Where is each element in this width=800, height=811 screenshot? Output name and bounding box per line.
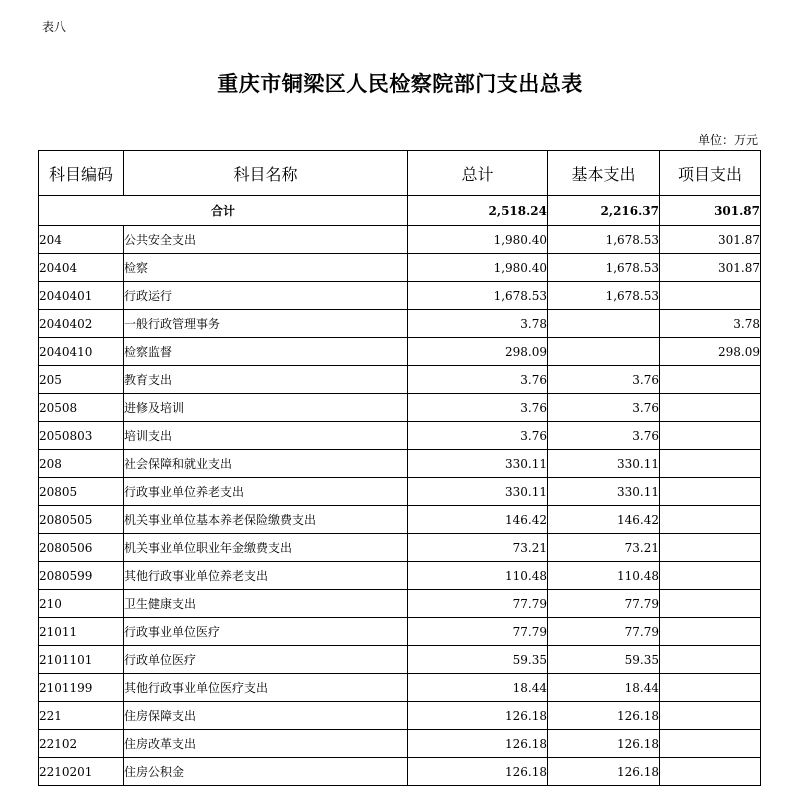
row-name: 检察 <box>124 254 408 282</box>
table-row <box>39 534 761 562</box>
row-code: 2210201 <box>39 758 124 786</box>
row-code: 205 <box>39 366 124 394</box>
row-total: 18.44 <box>408 674 548 702</box>
row-basic: 3.76 <box>548 394 660 422</box>
row-code: 204 <box>39 226 124 254</box>
header-row <box>39 151 761 196</box>
row-code: 208 <box>39 450 124 478</box>
page-title: 重庆市铜梁区人民检察院部门支出总表 <box>217 71 583 96</box>
row-name: 住房公积金 <box>124 758 408 786</box>
total-row <box>39 196 761 226</box>
row-project <box>660 506 761 534</box>
row-project: 301.87 <box>660 226 761 254</box>
row-project <box>660 534 761 562</box>
row-name: 行政事业单位养老支出 <box>124 478 408 506</box>
row-total: 73.21 <box>408 534 548 562</box>
table-row <box>39 254 761 282</box>
table-row <box>39 702 761 730</box>
table-number: 表八 <box>42 20 67 34</box>
row-basic: 18.44 <box>548 674 660 702</box>
table-row <box>39 674 761 702</box>
row-total: 330.11 <box>408 478 548 506</box>
table-row <box>39 646 761 674</box>
row-total: 3.76 <box>408 394 548 422</box>
row-project <box>660 562 761 590</box>
table-row <box>39 562 761 590</box>
row-code: 2040410 <box>39 338 124 366</box>
row-basic: 110.48 <box>548 562 660 590</box>
row-name: 卫生健康支出 <box>124 590 408 618</box>
row-total: 77.79 <box>408 618 548 646</box>
table-row <box>39 450 761 478</box>
row-name: 其他行政事业单位养老支出 <box>124 562 408 590</box>
row-project: 3.78 <box>660 310 761 338</box>
row-name: 行政事业单位医疗 <box>124 618 408 646</box>
row-total: 126.18 <box>408 758 548 786</box>
row-code: 2040401 <box>39 282 124 310</box>
row-total: 3.78 <box>408 310 548 338</box>
row-code: 20508 <box>39 394 124 422</box>
table-row <box>39 226 761 254</box>
row-basic: 126.18 <box>548 702 660 730</box>
row-name: 机关事业单位基本养老保险缴费支出 <box>124 506 408 534</box>
row-project <box>660 394 761 422</box>
unit-label: 单位：万元 <box>697 133 758 147</box>
row-code: 2040402 <box>39 310 124 338</box>
row-basic: 330.11 <box>548 478 660 506</box>
header-basic: 基本支出 <box>548 151 660 196</box>
row-total: 110.48 <box>408 562 548 590</box>
table-row <box>39 618 761 646</box>
row-name: 进修及培训 <box>124 394 408 422</box>
row-total: 126.18 <box>408 730 548 758</box>
header-name: 科目名称 <box>124 151 408 196</box>
row-total: 3.76 <box>408 422 548 450</box>
table-row <box>39 282 761 310</box>
row-project <box>660 618 761 646</box>
row-total: 1,678.53 <box>408 282 548 310</box>
header-project: 项目支出 <box>660 151 761 196</box>
row-project <box>660 422 761 450</box>
row-basic: 59.35 <box>548 646 660 674</box>
row-total: 1,980.40 <box>408 254 548 282</box>
row-name: 培训支出 <box>124 422 408 450</box>
row-name: 机关事业单位职业年金缴费支出 <box>124 534 408 562</box>
row-project <box>660 674 761 702</box>
row-total: 146.42 <box>408 506 548 534</box>
table-row <box>39 590 761 618</box>
row-code: 210 <box>39 590 124 618</box>
row-code: 21011 <box>39 618 124 646</box>
total-label: 合计 <box>39 196 408 226</box>
row-name: 行政运行 <box>124 282 408 310</box>
row-basic: 330.11 <box>548 450 660 478</box>
row-basic: 1,678.53 <box>548 226 660 254</box>
header-total: 总计 <box>408 151 548 196</box>
row-project: 298.09 <box>660 338 761 366</box>
row-name: 行政单位医疗 <box>124 646 408 674</box>
row-code: 20404 <box>39 254 124 282</box>
table-row <box>39 338 761 366</box>
table-row <box>39 730 761 758</box>
row-basic: 77.79 <box>548 590 660 618</box>
header-code: 科目编码 <box>39 151 124 196</box>
row-basic: 3.76 <box>548 366 660 394</box>
row-project <box>660 590 761 618</box>
row-project <box>660 730 761 758</box>
row-total: 59.35 <box>408 646 548 674</box>
row-basic: 126.18 <box>548 730 660 758</box>
row-total: 3.76 <box>408 366 548 394</box>
row-name: 社会保障和就业支出 <box>124 450 408 478</box>
row-code: 2080506 <box>39 534 124 562</box>
row-code: 2080599 <box>39 562 124 590</box>
row-basic <box>548 338 660 366</box>
expenditure-table <box>38 150 761 786</box>
row-code: 2080505 <box>39 506 124 534</box>
total-project: 301.87 <box>660 196 761 226</box>
row-total: 77.79 <box>408 590 548 618</box>
table-row <box>39 366 761 394</box>
row-project <box>660 478 761 506</box>
row-code: 22102 <box>39 730 124 758</box>
row-project <box>660 758 761 786</box>
row-basic <box>548 310 660 338</box>
row-project: 301.87 <box>660 254 761 282</box>
total-basic: 2,216.37 <box>548 196 660 226</box>
row-project <box>660 450 761 478</box>
row-code: 2050803 <box>39 422 124 450</box>
row-total: 1,980.40 <box>408 226 548 254</box>
row-basic: 126.18 <box>548 758 660 786</box>
row-code: 20805 <box>39 478 124 506</box>
row-name: 其他行政事业单位医疗支出 <box>124 674 408 702</box>
row-basic: 1,678.53 <box>548 254 660 282</box>
row-name: 公共安全支出 <box>124 226 408 254</box>
row-code: 221 <box>39 702 124 730</box>
row-basic: 1,678.53 <box>548 282 660 310</box>
row-total: 126.18 <box>408 702 548 730</box>
row-project <box>660 366 761 394</box>
row-name: 检察监督 <box>124 338 408 366</box>
row-total: 330.11 <box>408 450 548 478</box>
row-code: 2101101 <box>39 646 124 674</box>
row-basic: 73.21 <box>548 534 660 562</box>
table-row <box>39 506 761 534</box>
table-row <box>39 394 761 422</box>
row-project <box>660 282 761 310</box>
table-row <box>39 310 761 338</box>
row-basic: 77.79 <box>548 618 660 646</box>
row-project <box>660 702 761 730</box>
row-code: 2101199 <box>39 674 124 702</box>
row-name: 一般行政管理事务 <box>124 310 408 338</box>
table-row <box>39 758 761 786</box>
row-name: 住房改革支出 <box>124 730 408 758</box>
row-basic: 3.76 <box>548 422 660 450</box>
row-name: 教育支出 <box>124 366 408 394</box>
row-project <box>660 646 761 674</box>
row-total: 298.09 <box>408 338 548 366</box>
total-sum: 2,518.24 <box>408 196 548 226</box>
row-basic: 146.42 <box>548 506 660 534</box>
row-name: 住房保障支出 <box>124 702 408 730</box>
table-row <box>39 478 761 506</box>
table-row <box>39 422 761 450</box>
